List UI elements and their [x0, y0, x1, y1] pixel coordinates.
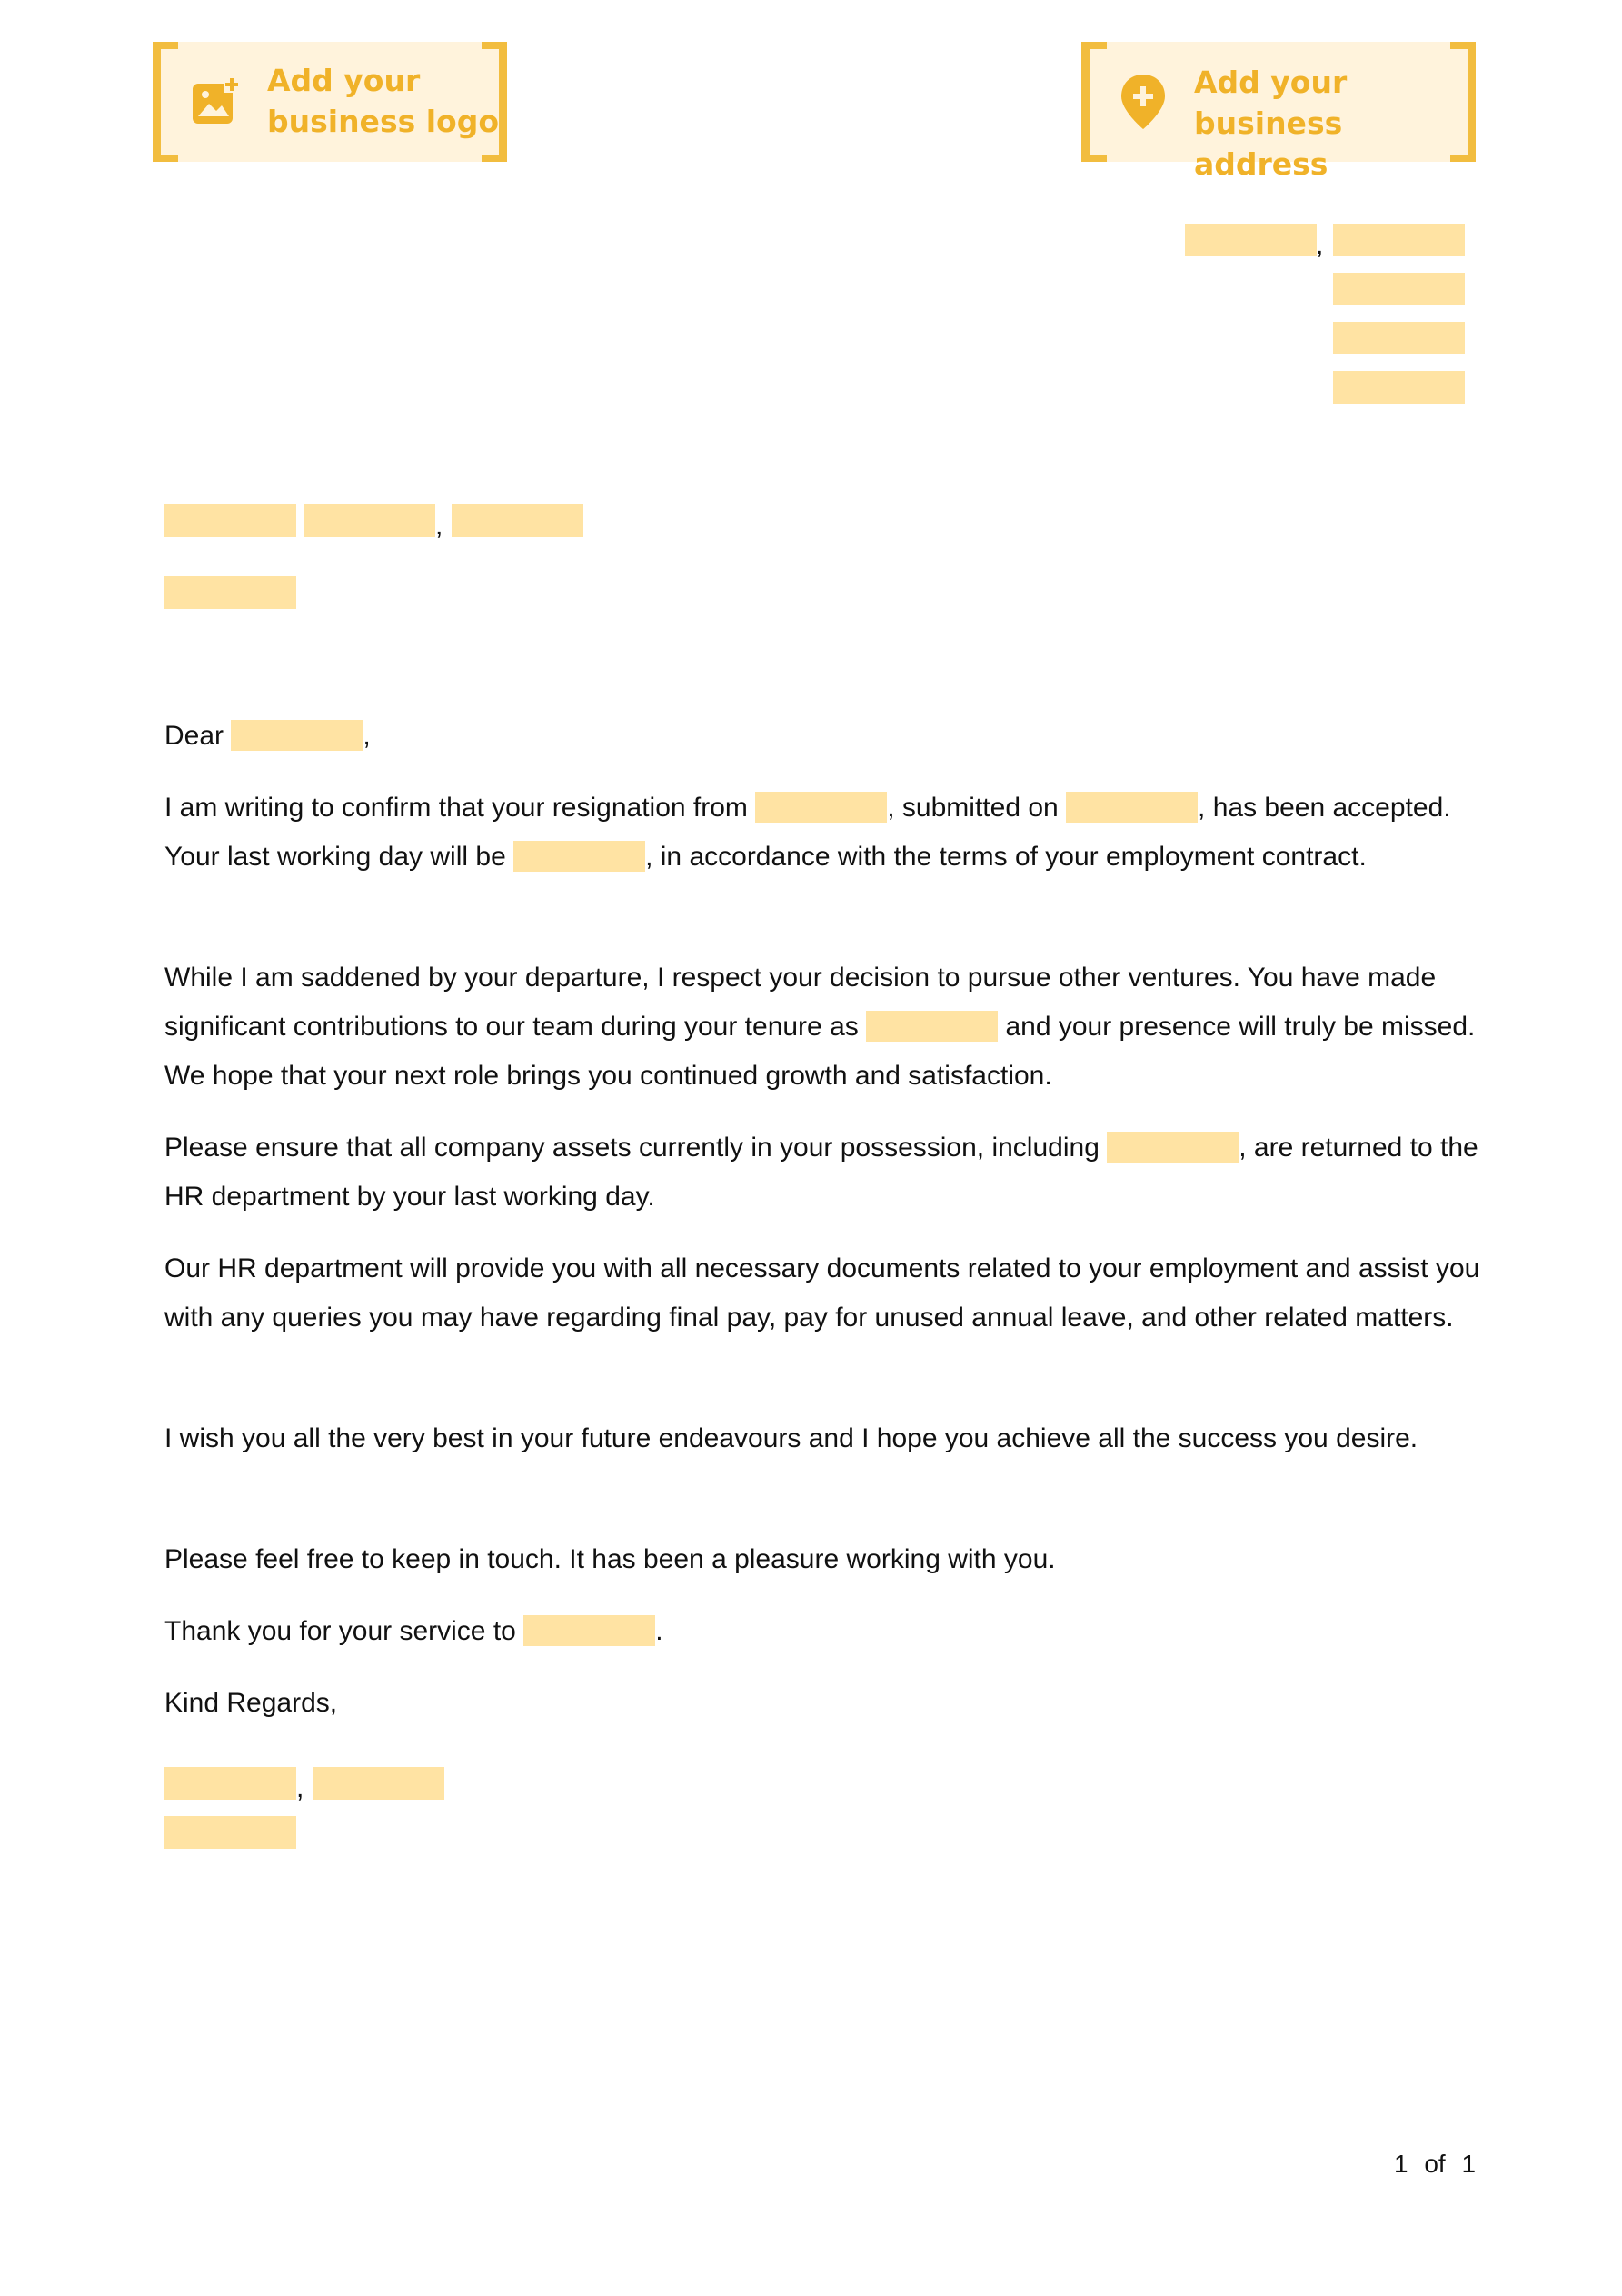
recipient-name-field[interactable] [231, 720, 363, 751]
image-add-icon [191, 76, 240, 125]
page-number [1394, 2150, 1476, 2179]
address-field-3[interactable] [1333, 273, 1465, 305]
logo-label-line2: business logo [267, 104, 499, 139]
p1-text-d: , in accordance with the terms of your employment contract. [645, 842, 1367, 872]
address-label-line1: Add your [1194, 65, 1348, 100]
business-logo-placeholder[interactable] [153, 42, 507, 162]
paragraph-6 [164, 1535, 1482, 1584]
p1-text-c: , has been accepted. Your last working day will be [164, 793, 1451, 872]
comma: , [296, 1773, 304, 1803]
p3-text-a: Please ensure that all company assets currently in your possession, including [164, 1133, 1100, 1163]
logo-label-line1: Add your [267, 63, 421, 98]
organisation-name-field[interactable] [523, 1615, 655, 1646]
p7-text-b: . [655, 1616, 663, 1646]
p6-text: Please feel free to keep in touch. It has been a pleasure working with you. [164, 1544, 1056, 1574]
paragraph-7 [164, 1607, 1482, 1656]
employee-field-2[interactable] [304, 504, 435, 537]
closing-text: Kind Regards, [164, 1688, 338, 1718]
paragraph-2 [164, 953, 1482, 1101]
address-field-4[interactable] [1333, 322, 1465, 354]
paragraph-1 [164, 784, 1482, 882]
bracket-left [153, 42, 178, 162]
letter-body [164, 712, 1482, 761]
address-placeholder-label [1194, 62, 1476, 185]
signer-company-field[interactable] [164, 1816, 296, 1849]
paragraph-4 [164, 1244, 1482, 1343]
greeting-comma: , [363, 721, 371, 751]
p1-text-b: , submitted on [887, 793, 1059, 823]
signer-name-field[interactable] [164, 1767, 296, 1800]
bracket-left [1081, 42, 1107, 162]
greeting [164, 712, 1482, 761]
page-current: 1 [1394, 2150, 1408, 2178]
logo-placeholder-label [267, 60, 499, 142]
employee-field-1[interactable] [164, 504, 296, 537]
closing [164, 1679, 1482, 1728]
signer-title-field[interactable] [313, 1767, 444, 1800]
job-title-field[interactable] [866, 1011, 998, 1042]
address-field-1[interactable] [1185, 224, 1317, 256]
p7-text-a: Thank you for your service to [164, 1616, 516, 1646]
page-of: of [1424, 2150, 1446, 2178]
employee-field-3[interactable] [452, 504, 583, 537]
p2-text-a: While I am saddened by your departure, I respect your decision to pursue other ventures. You have made significant contributions to our team during your tenure as [164, 963, 1437, 1042]
greeting-text: Dear [164, 721, 224, 751]
last-working-day-field[interactable] [513, 841, 645, 872]
p5-text: I wish you all the very best in your future endeavours and I hope you achieve all the success you desire. [164, 1423, 1418, 1453]
address-field-2[interactable] [1333, 224, 1465, 256]
paragraph-3 [164, 1123, 1482, 1222]
address-field-5[interactable] [1333, 371, 1465, 404]
p1-text-a: I am writing to confirm that your resignation from [164, 793, 748, 823]
comma: , [435, 511, 443, 541]
p2-text-b: and your presence will truly be missed. We hope that your next role brings you continued growth and satisfaction. [164, 1012, 1476, 1091]
page-total: 1 [1461, 2150, 1477, 2178]
paragraph-5 [164, 1414, 1482, 1463]
business-address-placeholder[interactable] [1081, 42, 1476, 182]
company-name-field[interactable] [755, 792, 887, 823]
p4-text: Our HR department will provide you with all necessary documents related to your employment and assist you with any queries you may have regarding final pay, pay for unused annual leave, and other related matters. [164, 1253, 1480, 1333]
date-field[interactable] [164, 576, 296, 609]
comma: , [1316, 230, 1324, 260]
company-assets-field[interactable] [1107, 1132, 1239, 1163]
address-label-line2: business address [1194, 105, 1343, 182]
p3-text-b: , are returned to the HR department by your last working day. [164, 1133, 1478, 1212]
submission-date-field[interactable] [1066, 792, 1198, 823]
location-pin-add-icon [1119, 73, 1167, 131]
